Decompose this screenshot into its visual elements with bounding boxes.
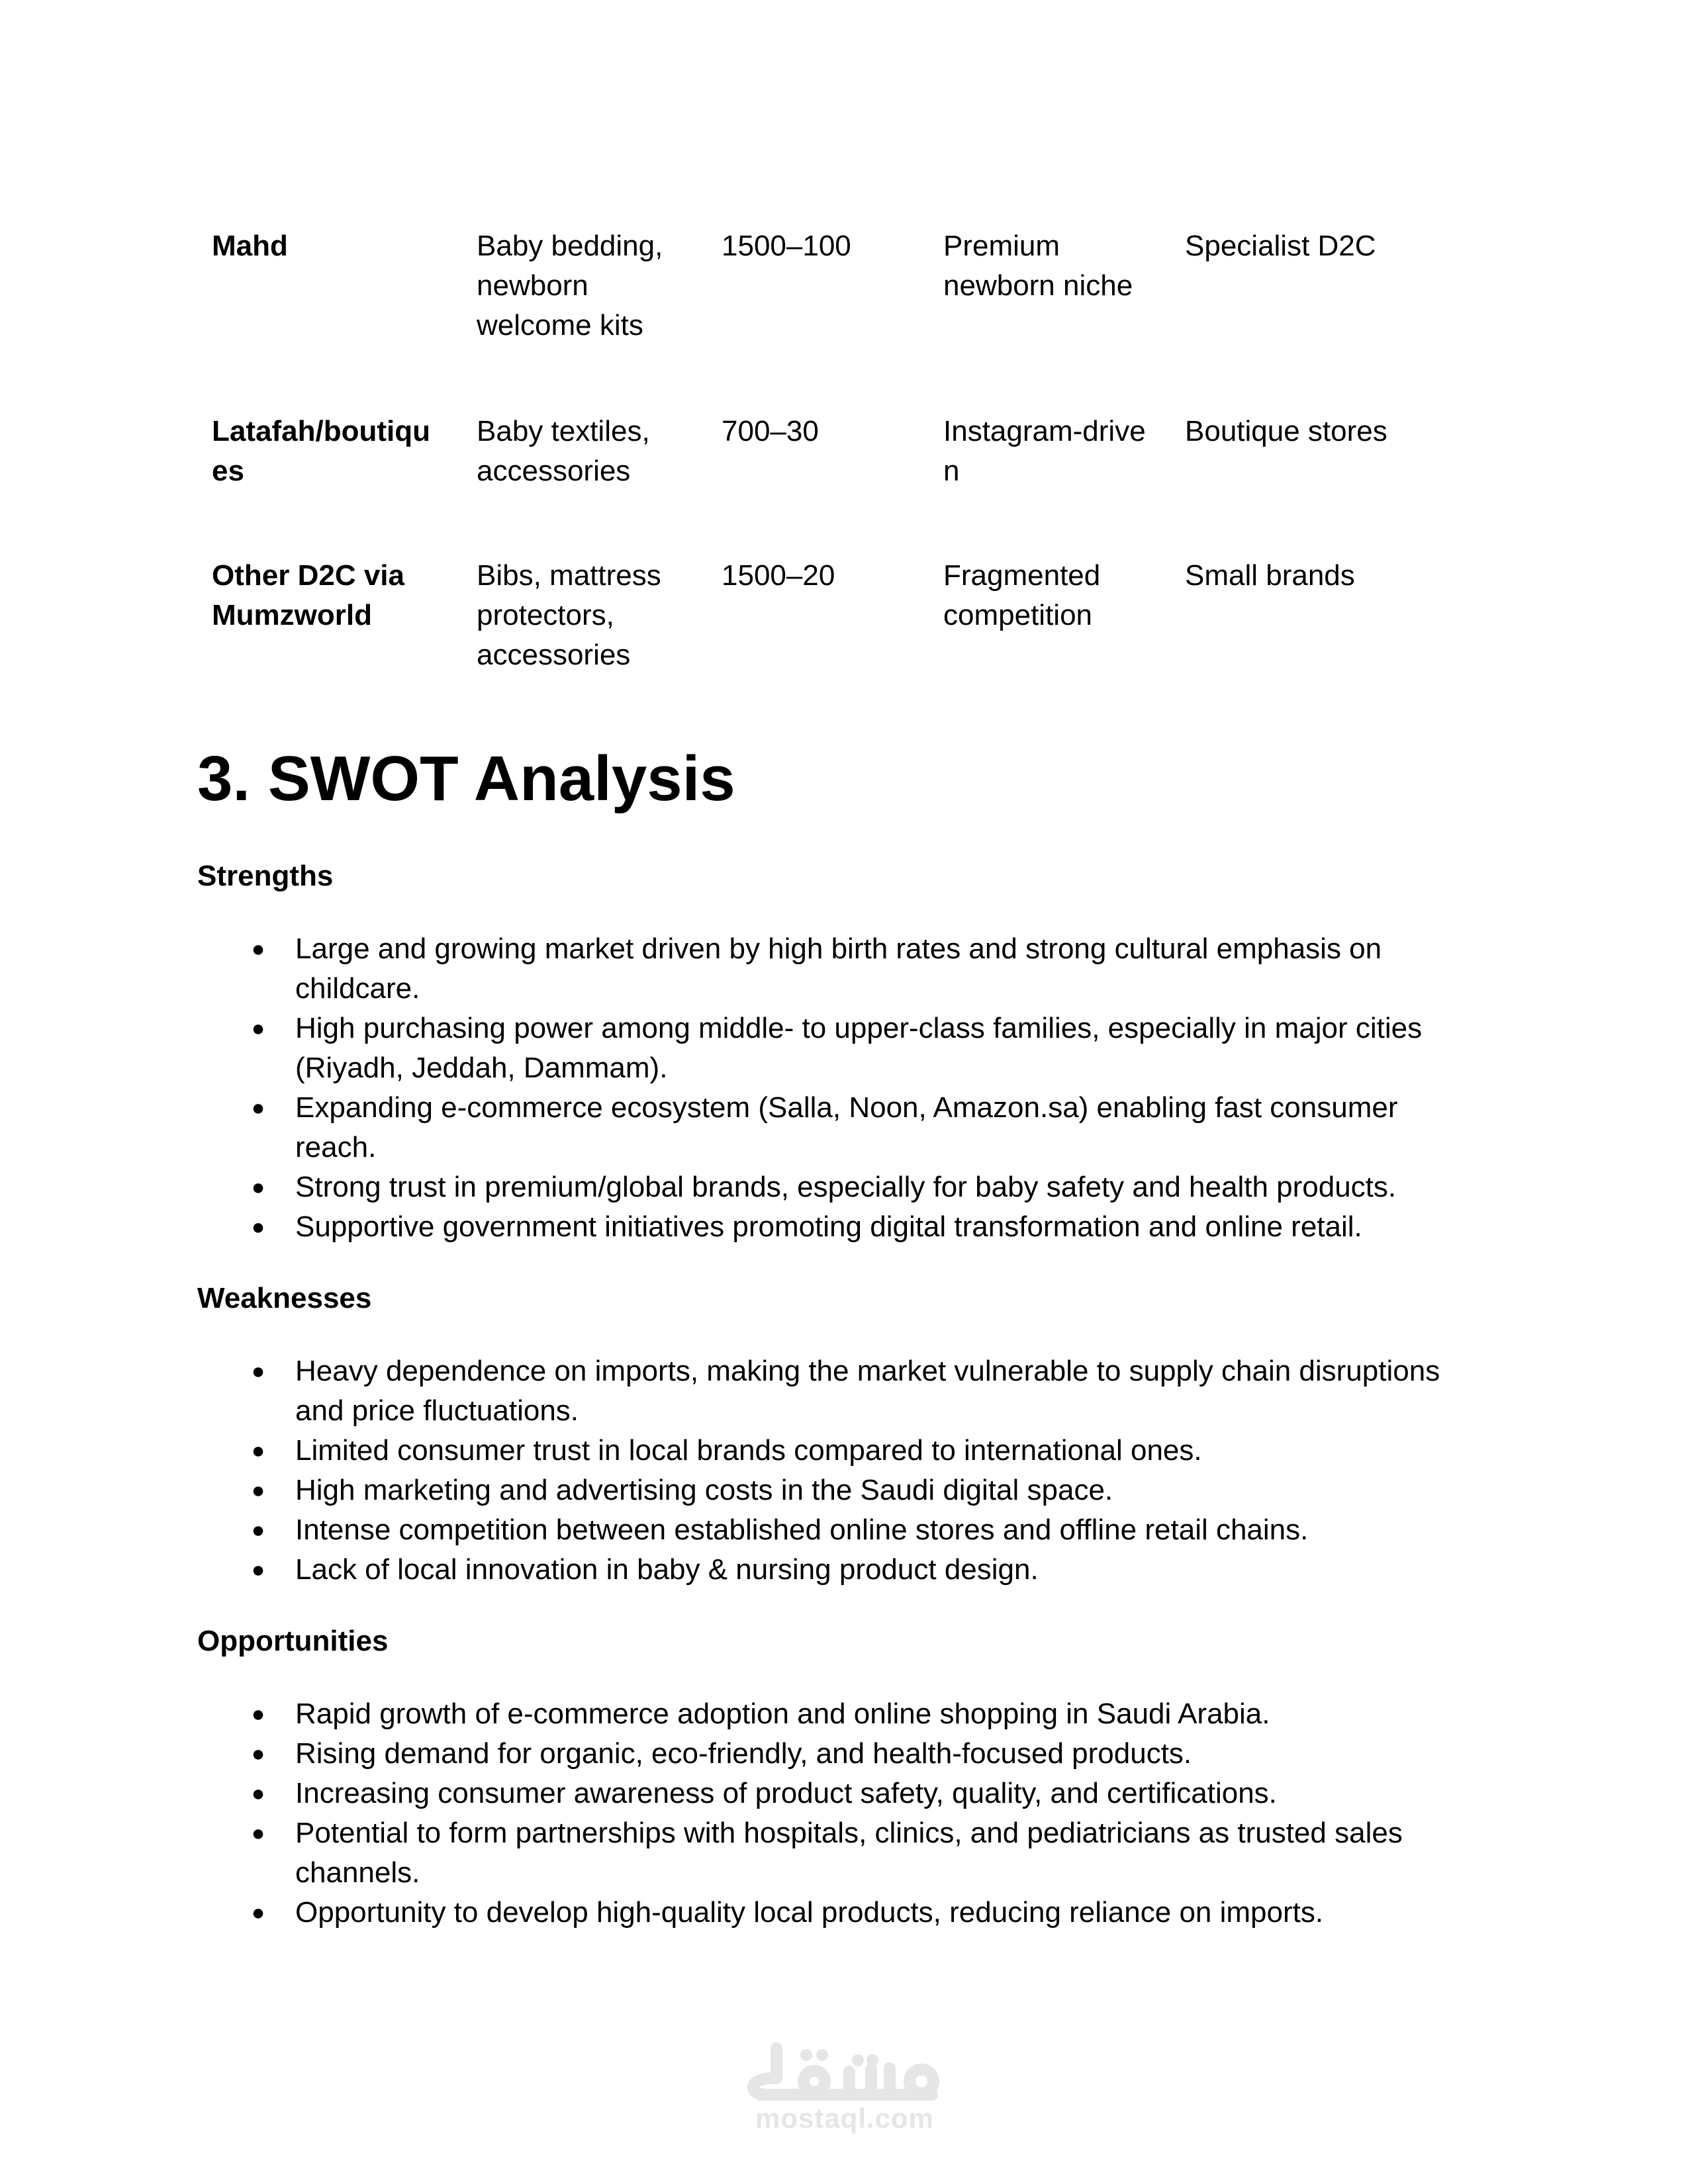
bullet-icon: ● [251,1214,265,1240]
list-item-text: Increasing consumer awareness of product safety, quality, and certifications. [295,1777,1277,1809]
cell-text: Boutique stores [1185,415,1387,447]
positioning-cell [943,226,1185,412]
channel-cell [1185,226,1463,412]
cell-text: 700–30 [722,415,819,447]
brand-cell [212,556,477,675]
cell-text: accessories [477,639,631,671]
bullet-icon: ● [251,1821,265,1846]
mostaql-watermark [740,2042,949,2141]
cell-text: Latafah/boutiqu [212,415,430,447]
bullet-icon: ● [251,1095,265,1120]
mostaql-logo-icon [740,2042,949,2103]
list-item [197,1471,1508,1510]
weaknesses-heading: Weaknesses [197,1282,372,1314]
price-range-cell [722,226,943,412]
opportunities-list [197,1694,1508,1933]
watermark-text: mostaql.com [755,2103,935,2134]
cell-text: es [212,455,244,487]
list-item-text: Potential to form partnerships with hospitals, clinics, and pediatricians as trusted sales [295,1817,1403,1849]
cell-text: 1500–100 [722,230,851,262]
strengths-heading: Strengths [197,860,334,892]
brand-cell [212,226,477,412]
list-item-text: Heavy dependence on imports, making the market vulnerable to supply chain disruptions [295,1355,1440,1387]
list-item-text: Intense competition between established online stores and offline retail chains. [295,1514,1309,1546]
bullet-icon: ● [251,1518,265,1543]
bullet-icon: ● [251,1175,265,1200]
list-item [197,929,1508,1009]
bullet-icon: ● [251,1900,265,1925]
cell-text: Baby bedding, [477,230,663,262]
cell-text: protectors, [477,599,614,631]
list-item [197,1207,1508,1247]
list-item-text: Lack of local innovation in baby & nursing product design. [295,1553,1039,1586]
list-item [197,1351,1508,1431]
list-item [197,1550,1508,1590]
list-item [197,1694,1508,1734]
list-item-text: Strong trust in premium/global brands, especially for baby safety and health products. [295,1171,1397,1203]
bullet-icon: ● [251,1741,265,1766]
products-cell [477,226,722,412]
cell-text: 1500–20 [722,559,835,592]
channel-cell [1185,412,1463,556]
list-item [197,1431,1508,1471]
competitor-table [212,226,1463,675]
table-row [212,412,1463,556]
bullet-icon: ● [251,1557,265,1582]
cell-text: Mahd [212,230,288,262]
list-item [197,1088,1508,1167]
cell-text: Fragmented [943,559,1101,592]
cell-text: welcome kits [477,309,643,341]
cell-text: Bibs, mattress [477,559,661,592]
channel-cell [1185,556,1463,675]
bullet-icon: ● [251,1016,265,1041]
bullet-icon: ● [251,1781,265,1806]
positioning-cell [943,412,1185,556]
list-item-text: and price fluctuations. [295,1394,579,1427]
cell-text: Premium [943,230,1060,262]
cell-text: Specialist D2C [1185,230,1376,262]
list-item-text: (Riyadh, Jeddah, Dammam). [295,1052,668,1084]
list-item [197,1009,1508,1088]
opportunities-section [197,1621,1508,1933]
list-item-text: High purchasing power among middle- to upper-class families, especially in major cities [295,1012,1423,1044]
list-item-text: channels. [295,1856,420,1889]
list-item-text: Opportunity to develop high-quality local products, reducing reliance on imports. [295,1896,1324,1929]
cell-text: Mumzworld [212,599,372,631]
cell-text: Small brands [1185,559,1355,592]
list-item-text: Rapid growth of e-commerce adoption and online shopping in Saudi Arabia. [295,1698,1270,1730]
cell-text: Instagram-drive [943,415,1146,447]
price-range-cell [722,412,943,556]
list-item-text: Rising demand for organic, eco-friendly, and health-focused products. [295,1737,1192,1770]
cell-text: newborn niche [943,269,1133,302]
bullet-icon: ● [251,1702,265,1727]
products-cell [477,556,722,675]
list-item-text: childcare. [295,972,420,1005]
list-item-text: Limited consumer trust in local brands compared to international ones. [295,1434,1202,1467]
list-item [197,1510,1508,1550]
table-row [212,226,1463,412]
list-item [197,1734,1508,1774]
weaknesses-section [197,1279,1508,1590]
list-item [197,1893,1508,1933]
bullet-icon: ● [251,936,265,962]
products-cell [477,412,722,556]
list-item-text: Large and growing market driven by high birth rates and strong cultural emphasis on [295,933,1382,965]
list-item [197,1813,1508,1893]
bullet-icon: ● [251,1438,265,1463]
list-item [197,1167,1508,1207]
list-item-text: High marketing and advertising costs in the Saudi digital space. [295,1474,1113,1506]
list-item-text: reach. [295,1131,377,1163]
weaknesses-list [197,1351,1508,1590]
bullet-icon: ● [251,1359,265,1384]
strengths-list [197,929,1508,1247]
opportunities-heading: Opportunities [197,1625,389,1657]
cell-text: accessories [477,455,631,487]
list-item-text: Expanding e-commerce ecosystem (Salla, Noon, Amazon.sa) enabling fast consumer [295,1091,1398,1124]
list-item [197,1774,1508,1813]
table-row [212,556,1463,675]
positioning-cell [943,556,1185,675]
cell-text: competition [943,599,1093,631]
cell-text: Other D2C via [212,559,404,592]
strengths-section [197,856,1508,1247]
cell-text: n [943,455,960,487]
brand-cell [212,412,477,556]
cell-text: Baby textiles, [477,415,650,447]
price-range-cell [722,556,943,675]
bullet-icon: ● [251,1478,265,1503]
section-title: 3. SWOT Analysis [197,743,735,814]
list-item-text: Supportive government initiatives promoting digital transformation and online retail. [295,1210,1362,1243]
cell-text: newborn [477,269,588,302]
